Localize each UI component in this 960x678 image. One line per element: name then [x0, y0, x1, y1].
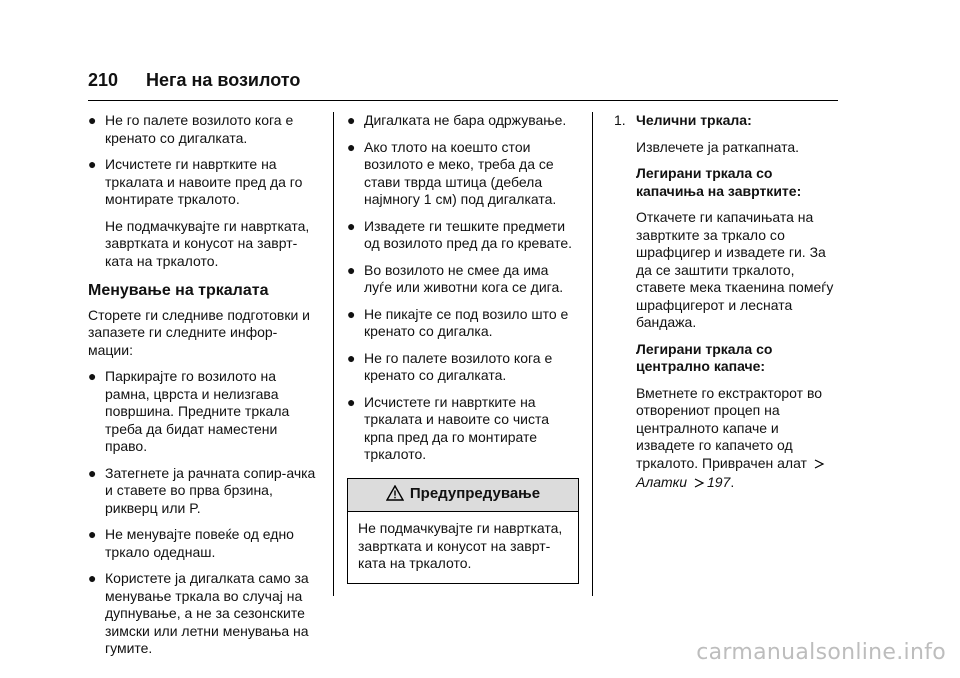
column-1	[88, 112, 322, 667]
warning-box	[347, 478, 579, 584]
page-reference-icon	[693, 476, 705, 494]
column-2	[347, 112, 579, 584]
intro-paragraph: Сторете ги следниве подготовки и запазете ги следните инфор-мации:	[88, 306, 310, 358]
warning-triangle-icon	[386, 485, 404, 506]
step-text: Извлечете ја раткапната.	[636, 138, 800, 155]
list-item: ● Исчистете ги навртките на тркалата и навоите пред да го монтирате тркалото.	[88, 156, 303, 207]
warning-text: Не подмачкувајте ги навртката, завртката и конусот на заврт-ката на тркалото.	[358, 520, 563, 571]
page-title: Нега на возилото	[146, 70, 301, 90]
alloy-caps-text: Откачете ги капачињата на завртките за тркало со шрафцигер и извадете ги. За да се заштити тркалото, ставете мека ткаенина помеѓу шрафцигерот и лесната бандажа.	[636, 209, 834, 330]
section-heading: Менување на тркалата	[88, 282, 269, 299]
column-divider-2	[592, 112, 593, 596]
reference-page[interactable]: 197	[706, 474, 731, 490]
warning-title: Предупредување	[409, 484, 541, 502]
list-item: ● Дигалката не бара одржување.	[347, 112, 567, 128]
column-divider-1	[333, 112, 334, 596]
list-item: ● Затегнете ја рачната сопир-ачка и ставете во прва брзина, рикверц или P.	[88, 464, 316, 516]
watermark: carmanualsonline.info	[696, 640, 946, 665]
list-item: ● Не пикајте се под возило што е кренато со дигалка.	[347, 305, 569, 339]
note-paragraph: Не подмачкувајте ги навртката, завртката и конусот на заврт-ката на тркалото.	[105, 217, 310, 269]
list-item: ● Не го палете возилото кога е кренато со дигалката.	[88, 112, 294, 146]
alloy-caps-title: Легирани тркала со капачиња на завртките:	[636, 165, 802, 199]
center-cap-title: Легирани тркала со централно капаче:	[636, 340, 773, 374]
page-header	[88, 70, 838, 101]
center-cap-text: Вметнете го екстракторот во отворениот процеп на централното капаче и извадете го капачето од тркалото. Приврачен алат Алатки 197.	[614, 385, 838, 494]
step-item	[614, 112, 838, 130]
column-3	[614, 112, 838, 503]
list-item: ● Не го палете возилото кога е кренато со дигалката.	[347, 349, 553, 383]
list-item: ● Исчистете ги навртките на тркалата и навоите со чиста крпа пред да го монтирате тркалото.	[347, 393, 550, 462]
step-number: 1.	[614, 112, 626, 128]
list-item: ● Користете ја дигалката само за менување тркала во случај на дупнување, а не за сезонските зимски или летни менувања на гумите.	[88, 570, 309, 656]
reference-label[interactable]: Алатки	[636, 474, 688, 490]
warning-header	[348, 479, 578, 513]
page-number: 210	[88, 70, 119, 90]
page-reference-icon	[813, 457, 825, 475]
list-item: ● Не менувајте повеќе од едно тркало одеднаш.	[88, 526, 294, 560]
list-item: ● Паркирајте го возилото на рамна, цврста и нелизгава површина. Предните тркала треба да бидат наместени право.	[88, 368, 290, 454]
list-item: ● Извадете ги тешките предмети од возилото пред да го кревате.	[347, 217, 573, 251]
list-item: ● Во возилото не смее да има луѓе или животни кога се дига.	[347, 261, 564, 295]
step-title: Челични тркала:	[636, 112, 752, 128]
list-item: ● Ако тлото на коешто стои возилото е меко, треба да се стави тврда штица (дебела најмногу 1 см) под дигалката.	[347, 138, 557, 207]
